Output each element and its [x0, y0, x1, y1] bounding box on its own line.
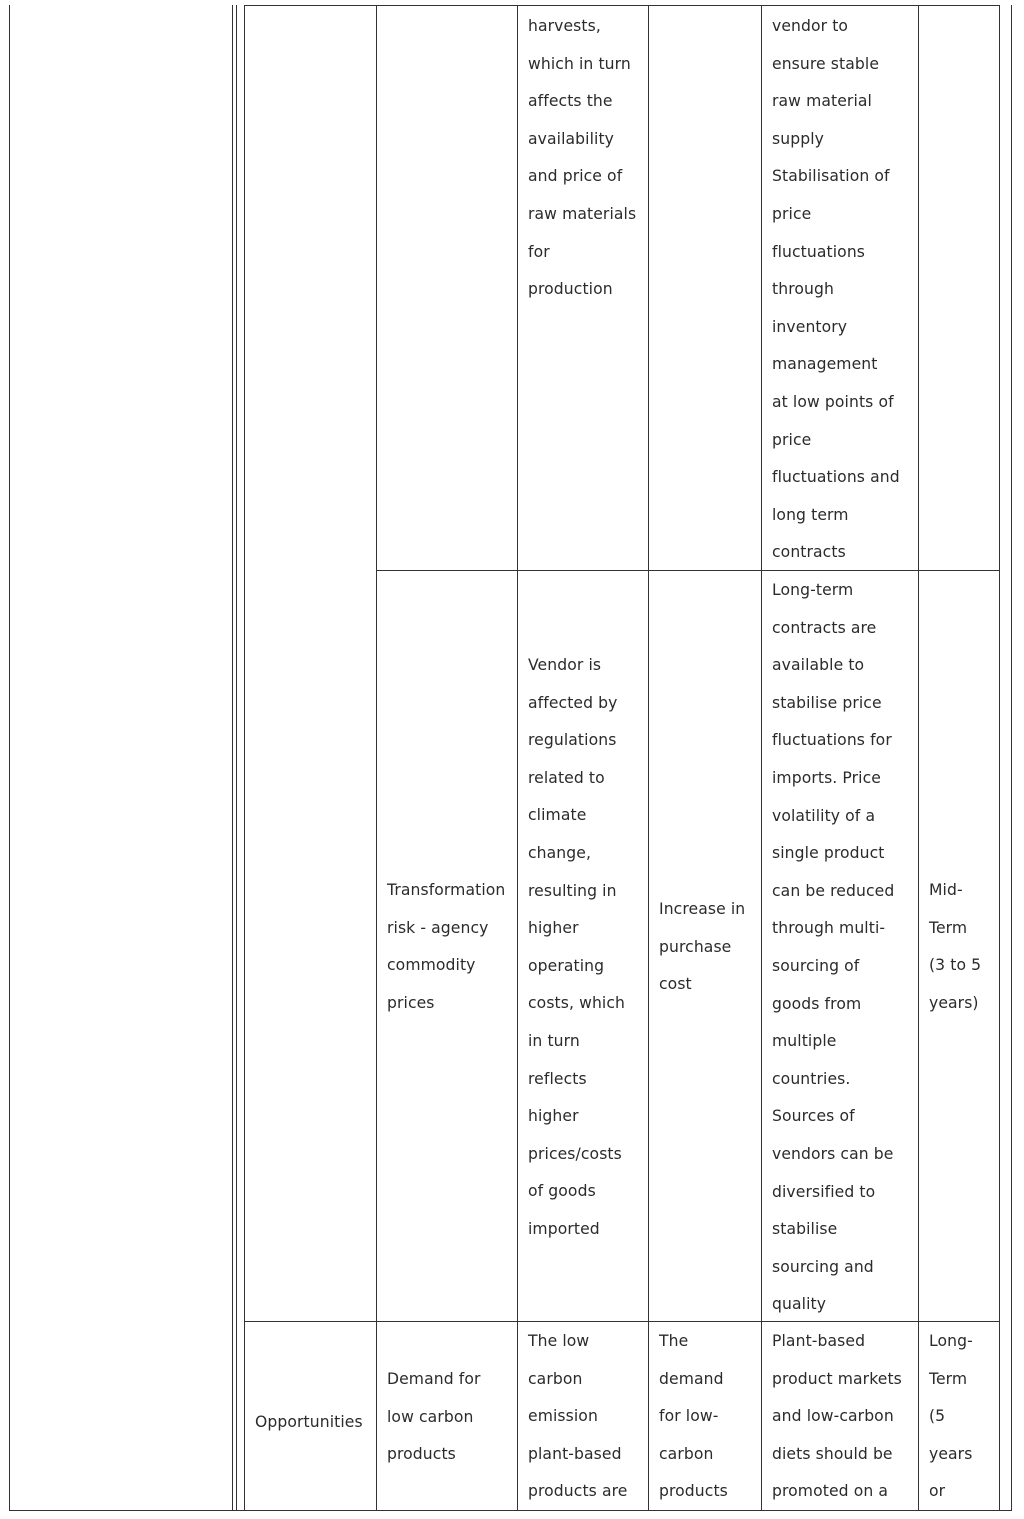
row1-mitigation-line: management [772, 355, 878, 374]
row3-impact-line: for low- [659, 1407, 719, 1426]
row1-description-line: harvests, [528, 17, 601, 35]
row3-timeframe-line: years [929, 1444, 973, 1463]
row3-mitigation-line: diets should be [772, 1444, 893, 1463]
row1-mitigation-line: ensure stable [772, 54, 880, 73]
row3-timeframe-line: Term [929, 1369, 968, 1388]
row3-mitigation-line: promoted on a [772, 1482, 889, 1501]
row2-description-line: costs, which [528, 994, 626, 1013]
row3-description-line: carbon [528, 1369, 583, 1388]
row2-mitigation-line: fluctuations for [772, 731, 892, 750]
row2-description-line: operating [528, 956, 605, 975]
row1-mitigation-line: fluctuations [772, 242, 866, 261]
row3-mitigation-line: and low-carbon [772, 1407, 894, 1426]
column-divider-description [648, 5, 649, 1511]
row3-description-cell [517, 1323, 648, 1511]
row2-description-cell [517, 647, 648, 1249]
row2-risk-line: risk - agency [387, 918, 489, 937]
row2-description-line: related to [528, 768, 605, 787]
row1-description-line: which in turn [528, 54, 631, 73]
row3-mitigation-line: product markets [772, 1369, 902, 1388]
row1-description-line: affects the [528, 92, 613, 111]
outer-right-border [1011, 5, 1012, 1511]
row2-mitigation-line: diversified to [772, 1182, 876, 1201]
row2-mitigation-line: countries. [772, 1069, 851, 1088]
row3-timeframe-line: or [929, 1482, 946, 1501]
row3-mitigation-cell [761, 1323, 918, 1511]
row2-mitigation-line: multiple [772, 1032, 837, 1051]
row2-mitigation-line: single product [772, 844, 885, 863]
row2-mitigation-line: stabilise [772, 1220, 838, 1239]
row3-description-line: plant-based [528, 1444, 622, 1463]
row1-mitigation-line: long term [772, 505, 849, 524]
row2-risk-line: Transformation [387, 881, 506, 899]
row2-impact-cell [648, 891, 761, 1004]
row2-mitigation-line: Long-term [772, 581, 854, 599]
row2-description-line: regulations [528, 731, 617, 750]
row1-description-line: raw materials [528, 204, 637, 223]
row1-mitigation-line: through [772, 280, 834, 299]
column-divider-mitigation [918, 5, 919, 1511]
row2-mitigation-line: quality [772, 1295, 827, 1314]
row1-description-line: for [528, 242, 550, 261]
row2-risk-line: prices [387, 993, 435, 1012]
row3-description-line: The low [528, 1332, 590, 1350]
row2-mitigation-line: available to [772, 656, 865, 675]
row1-mitigation-line: at low points of [772, 392, 894, 411]
row2-description-line: resulting in [528, 881, 617, 900]
row2-timeframe-line: (3 to 5 [929, 956, 982, 975]
row2-description-line: change, [528, 843, 592, 862]
row2-mitigation-line: volatility of a [772, 806, 876, 825]
row3-timeframe-line: (5 [929, 1407, 946, 1426]
column-divider-category [376, 5, 377, 1511]
row3-impact-line: demand [659, 1369, 724, 1388]
row3-impact-cell [648, 1323, 761, 1511]
row2-mitigation-line: vendors can be [772, 1144, 894, 1163]
row2-risk-line: commodity [387, 956, 476, 975]
row2-mitigation-line: through multi- [772, 919, 886, 938]
row2-description-line: climate [528, 806, 587, 825]
row1-mitigation-line: price [772, 430, 812, 449]
row1-mitigation-line: Stabilisation of [772, 167, 890, 186]
row2-mitigation-line: imports. Price [772, 768, 881, 787]
inner-table-right-border [999, 5, 1000, 1511]
row3-timeframe-line: Long- [929, 1332, 973, 1350]
row1-mitigation-cell [761, 8, 918, 572]
outer-divider-line [232, 5, 233, 1511]
row1-mitigation-line: price [772, 204, 812, 223]
row3-timeframe-cell [918, 1323, 999, 1511]
row2-mitigation-cell [761, 572, 918, 1324]
row2-timeframe-line: Mid- [929, 881, 963, 899]
row1-mitigation-line: supply [772, 129, 824, 148]
row3-impact-line: The [659, 1332, 689, 1350]
row2-mitigation-line: contracts are [772, 618, 877, 637]
row2-mitigation-line: sourcing and [772, 1257, 874, 1276]
row2-description-line: prices/costs [528, 1144, 622, 1163]
row1-mitigation-line: vendor to [772, 17, 849, 35]
row2-description-line: reflects [528, 1069, 587, 1088]
row3-description-line: products are [528, 1482, 628, 1501]
row2-impact-line: Increase in [659, 900, 746, 918]
row3-risk-line: Demand for [387, 1370, 481, 1388]
row2-description-line: higher [528, 1107, 579, 1126]
outer-divider-line-double [236, 5, 237, 1511]
row1-description-cell [517, 8, 648, 309]
row3-description-line: emission [528, 1407, 598, 1426]
row2-timeframe-line: years) [929, 993, 979, 1012]
row1-mitigation-line: raw material [772, 92, 872, 111]
row1-mitigation-line: contracts [772, 543, 846, 562]
row3-category-line: Opportunities [255, 1413, 363, 1431]
outer-left-border [9, 5, 10, 1511]
row3-mitigation-line: Plant-based [772, 1332, 866, 1350]
row2-mitigation-line: goods from [772, 994, 862, 1013]
row3-risk-line: products [387, 1445, 456, 1464]
table-top-border [244, 5, 1000, 6]
row1-mitigation-line: inventory [772, 317, 848, 336]
row1-description-line: production [528, 280, 613, 299]
row2-timeframe-cell [918, 872, 999, 1022]
row3-category-cell [244, 1404, 376, 1442]
row3-risk-cell [376, 1361, 517, 1474]
row1-mitigation-line: fluctuations and [772, 468, 900, 487]
row2-impact-line: cost [659, 975, 692, 994]
row2-mitigation-line: Sources of [772, 1107, 855, 1126]
row2-description-line: Vendor is [528, 656, 602, 674]
row3-impact-line: carbon [659, 1444, 714, 1463]
row2-description-line: affected by [528, 693, 618, 712]
row1-description-line: and price of [528, 167, 623, 186]
row2-mitigation-line: stabilise price [772, 693, 882, 712]
row2-risk-cell [376, 872, 517, 1022]
row2-impact-line: purchase [659, 937, 732, 956]
row2-description-line: higher [528, 919, 579, 938]
row1-description-line: availability [528, 129, 614, 148]
row2-description-line: of goods [528, 1182, 596, 1201]
row2-description-line: in turn [528, 1031, 580, 1050]
inner-table-left-border [244, 5, 245, 1511]
row2-mitigation-line: sourcing of [772, 956, 860, 975]
row3-risk-line: low carbon [387, 1407, 474, 1426]
row2-mitigation-line: can be reduced [772, 881, 895, 900]
row2-description-line: imported [528, 1219, 600, 1238]
row3-impact-line: products [659, 1482, 728, 1501]
row2-timeframe-line: Term [929, 918, 968, 937]
